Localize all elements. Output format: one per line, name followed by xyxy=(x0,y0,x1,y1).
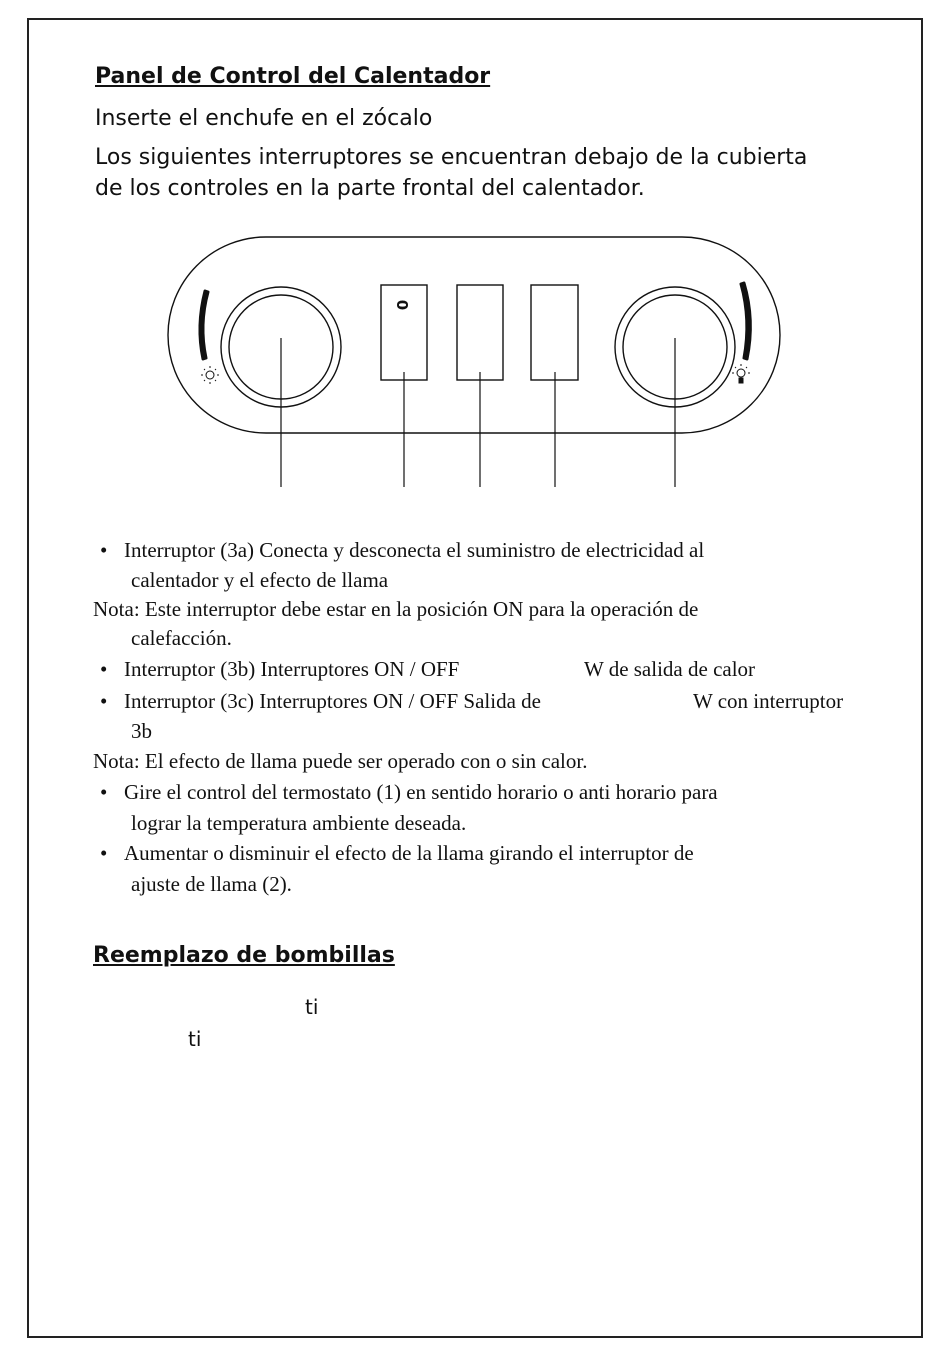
bullet-4-line-2: lograr la temperatura ambiente deseada. xyxy=(131,811,467,835)
text-fragment-1: ti xyxy=(305,995,319,1019)
bullet-4-line-1: Gire el control del termostato (1) en sentido horario o anti horario para xyxy=(124,780,718,804)
bullet-dot: • xyxy=(100,657,108,681)
intro-line-2b: de los controles en la parte frontal del calentador. xyxy=(95,176,645,201)
note-1-line-1: Nota: Este interruptor debe estar en la posición ON para la operación de xyxy=(93,597,699,621)
intro-line-2a: Los siguientes interruptores se encuentran debajo de la cubierta xyxy=(95,145,808,170)
bullet-1-line-2: calentador y el efecto de llama xyxy=(131,568,389,592)
thermostat-arc-indicator xyxy=(200,291,208,359)
bullet-5-line-1: Aumentar o disminuir el efecto de la llama girando el interruptor de xyxy=(124,841,694,865)
bullet-2-part-2: W de salida de calor xyxy=(584,657,756,681)
note-1-line-2: calefacción. xyxy=(131,626,232,650)
bulb-replacement-heading: Reemplazo de bombillas xyxy=(93,943,395,968)
intro-line-1: Inserte el enchufe en el zócalo xyxy=(95,106,433,131)
bullet-1-line-1: Interruptor (3a) Conecta y desconecta el suministro de electricidad al xyxy=(124,538,705,562)
bullet-3-part-1: Interruptor (3c) Interruptores ON / OFF Salida de xyxy=(124,689,541,713)
bullet-3-line-2: 3b xyxy=(131,719,152,743)
bullet-dot: • xyxy=(100,780,108,804)
text-fragment-2: ti xyxy=(188,1027,202,1051)
bullet-dot: • xyxy=(100,689,108,713)
bullet-dot: • xyxy=(100,538,108,562)
switch-3a-mark: 0 xyxy=(393,299,412,311)
control-panel-heading: Panel de Control del Calentador xyxy=(95,64,491,89)
bulb-icon xyxy=(732,364,750,383)
bullet-5-line-2: ajuste de llama (2). xyxy=(131,872,292,896)
sun-icon xyxy=(201,366,219,384)
switch-3b xyxy=(457,285,503,380)
flame-arc-indicator xyxy=(741,283,750,359)
bullet-dot: • xyxy=(100,841,108,865)
bullet-3-part-2: W con interruptor xyxy=(693,689,844,713)
bullet-2-part-1: Interruptor (3b) Interruptores ON / OFF xyxy=(124,657,460,681)
switch-3c xyxy=(531,285,578,380)
note-2: Nota: El efecto de llama puede ser operado con o sin calor. xyxy=(93,749,588,773)
